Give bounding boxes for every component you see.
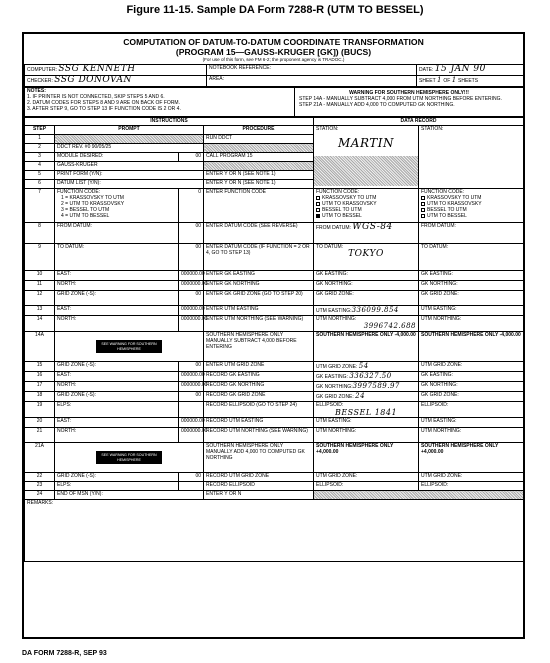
prompt-text: NORTH: — [55, 316, 179, 332]
record-label: GK EASTING: — [314, 271, 419, 281]
record-label: UTM EASTING: — [314, 418, 419, 428]
station-cell-2 — [419, 126, 524, 189]
station-value[interactable]: MARTIN — [337, 136, 395, 150]
procedure-text: ENTER Y OR N (SEE NOTE 1) — [204, 180, 314, 189]
step-num: 16 — [25, 372, 55, 382]
warning-cell — [295, 88, 524, 117]
computer-cell — [25, 65, 207, 76]
record-cell — [314, 372, 419, 382]
remarks-cell[interactable] — [25, 500, 524, 562]
record-label: ELLIPSOID: — [419, 482, 524, 491]
record-value[interactable]: WGS-84 — [352, 222, 393, 232]
table-row-step7 — [25, 189, 524, 223]
prompt-value: 00 — [179, 362, 204, 372]
procedure-text: ENTER DATUM CODE (SEE REVERSE) — [204, 223, 314, 244]
prompt-value: 000000.00 — [179, 418, 204, 428]
warning-title: WARNING FOR SOUTHERN HEMISPHERE ONLY!!! — [349, 90, 469, 96]
option-1: 1 = KRASSOVSKY TO UTM — [61, 195, 124, 201]
function-code-record-title: FUNCTION CODE: — [316, 189, 360, 195]
fc-option-label: UTM TO KRASSOVSKY — [322, 201, 377, 207]
record-value[interactable]: 3996742.688 — [363, 322, 416, 330]
main-table — [24, 117, 524, 562]
table-row — [25, 223, 524, 244]
record-label: GK EASTING: — [419, 372, 524, 382]
checkbox-checked[interactable] — [316, 214, 320, 218]
remarks-label: REMARKS: — [27, 500, 54, 506]
prompt-text: EAST: — [55, 418, 179, 428]
figure-caption: Figure 11-15. Sample DA Form 7288-R (UTM TO BESSEL) — [126, 4, 424, 16]
record-label: GK GRID ZONE: — [419, 392, 524, 402]
prompt-value: 000000.00 — [179, 306, 204, 316]
col-step-header: STEP — [25, 126, 55, 135]
prompt-value: 00 — [179, 223, 204, 244]
form-footer: DA FORM 7288-R, SEP 93 — [22, 650, 107, 657]
prompt-text: EAST: — [55, 372, 179, 382]
record-label: UTM NORTHING: — [316, 316, 357, 322]
step-num: 11 — [25, 281, 55, 291]
record-value[interactable]: TOKYO — [348, 249, 384, 259]
procedure-text: RECORD UTM NORTHING (SEE WARNING) — [204, 428, 314, 443]
procedure-text: ENTER FUNCTION CODE — [204, 189, 314, 223]
record-label: ELLIPSOID: — [314, 482, 419, 491]
warning-prompt-cell — [55, 332, 204, 362]
option-3: 3 = BESSEL TO UTM — [61, 207, 110, 213]
prompt-value: 00 — [179, 473, 204, 482]
procedure-text: ENTER GK NORTHING — [204, 281, 314, 291]
warning-21a: STEP 21A - MANUALLY ADD 4,000 TO COMPUTED GK NORTHING. — [299, 102, 455, 108]
instructions-header: INSTRUCTIONS — [25, 118, 314, 126]
step-num: 20 — [25, 418, 55, 428]
checkbox[interactable] — [316, 208, 320, 212]
record-label: UTM GRID ZONE: — [314, 473, 419, 482]
record-value[interactable]: 336327.50 — [349, 372, 392, 380]
fc-option-label: UTM TO KRASSOVSKY — [427, 201, 482, 207]
procedure-text: ENTER UTM NORTHING (SEE WARNING) — [204, 316, 314, 332]
table-row — [25, 473, 524, 482]
computer-label: COMPUTER: — [27, 67, 57, 73]
prompt-value: 000000.00 — [179, 271, 204, 281]
prompt-value: 0000000.00 — [179, 316, 204, 332]
record-label: GK GRID ZONE: — [419, 291, 524, 306]
prompt-value: 0000000.00 — [179, 428, 204, 443]
fc-option-row — [316, 213, 416, 219]
step-num: 2 — [25, 144, 55, 153]
date-value[interactable]: 15 JAN 90 — [434, 64, 486, 74]
procedure-text: CALL PROGRAM 15 — [204, 153, 314, 162]
procedure-text: RECORD ELLIPSOID (GO TO STEP 24) — [204, 402, 314, 418]
step-num: 12 — [25, 291, 55, 306]
procedure-text: ENTER UTM GRID ZONE — [204, 362, 314, 372]
record-label: GK GRID ZONE: — [314, 291, 419, 306]
checkbox[interactable] — [316, 196, 320, 200]
record-label: GK NORTHING: — [314, 281, 419, 291]
prompt-text: ELPS: — [55, 482, 179, 491]
step-num: 19 — [25, 402, 55, 418]
prompt-text: TO DATUM: — [55, 244, 179, 271]
prompt-text: DATUM LIST (Y/N): — [55, 180, 204, 189]
prompt-text: GRID ZONE (-S): — [55, 362, 179, 372]
table-row — [25, 316, 524, 332]
record-label: SOUTHERN HEMISPHERE ONLY +4,000.00 — [419, 443, 524, 473]
procedure-text: RECORD UTM GRID ZONE — [204, 473, 314, 482]
of-label: OF — [443, 78, 451, 84]
procedure-text: ENTER GK EASTING — [204, 271, 314, 281]
function-code-record-2 — [419, 189, 524, 223]
record-value[interactable]: 24 — [355, 392, 366, 400]
prompt-text: GRID ZONE (-S): — [55, 291, 179, 306]
fc-option-row — [421, 213, 521, 219]
header-info-table — [24, 64, 524, 87]
fc-option-label: KRASSOVSKY TO UTM — [322, 195, 377, 201]
step-num: 23 — [25, 482, 55, 491]
date-label: DATE: — [419, 67, 434, 73]
record-label: SOUTHERN HEMISPHERE ONLY -4,000.00 — [419, 332, 524, 362]
record-label: UTM GRID ZONE: — [316, 364, 358, 370]
record-label: ELLIPSOID: — [316, 402, 344, 408]
notes-table — [24, 87, 524, 117]
record-cell — [314, 402, 419, 418]
record-label: SOUTHERN HEMISPHERE ONLY -4,000.00 — [314, 332, 419, 362]
record-value[interactable]: 3997589.97 — [352, 382, 400, 390]
step-num: 14 — [25, 316, 55, 332]
notebook-cell — [207, 65, 417, 76]
prompt-shaded — [55, 135, 204, 144]
data-record-header: DATA RECORD — [314, 118, 524, 126]
station-cell-1 — [314, 126, 419, 189]
procedure-text: ENTER Y OR N (SEE NOTE 1) — [204, 171, 314, 180]
table-row-14a — [25, 332, 524, 362]
fc-option-label: UTM TO BESSEL — [427, 213, 467, 219]
step-num: 6 — [25, 180, 55, 189]
record-label: GK NORTHING: — [419, 281, 524, 291]
prompt-value: 0000000.00 — [179, 281, 204, 291]
option-4: 4 = UTM TO BESSEL — [61, 213, 110, 219]
step-num: 17 — [25, 382, 55, 392]
prompt-text: FROM DATUM: — [55, 223, 179, 244]
procedure-shaded — [204, 144, 314, 153]
record-cell — [314, 362, 419, 372]
checkbox[interactable] — [421, 202, 425, 206]
warning-14a: STEP 14A - MANUALLY SUBTRACT 4,000 FROM UTM NORTHING BEFORE ENTERING. — [299, 96, 502, 102]
table-row — [25, 271, 524, 281]
fc-option-label: KRASSOVSKY TO UTM — [427, 195, 482, 201]
record-shaded — [314, 491, 524, 500]
notes-label: NOTES: — [27, 88, 46, 94]
record-label: ELLIPSOID: — [419, 402, 524, 418]
checkbox[interactable] — [421, 196, 425, 200]
table-row — [25, 291, 524, 306]
procedure-text: RUN DDCT — [204, 135, 314, 144]
prompt-text: NORTH: — [55, 382, 179, 392]
record-label: GK NORTHING: — [419, 382, 524, 392]
station-shade — [314, 156, 418, 186]
record-label: TO DATUM: — [419, 244, 524, 271]
station-label-1: STATION: — [316, 126, 339, 132]
procedure-text: RECORD GK EASTING — [204, 372, 314, 382]
sheet-num[interactable]: 1 — [436, 76, 442, 84]
table-row — [25, 382, 524, 392]
area-label: AREA: — [209, 76, 225, 82]
record-label: UTM EASTING: — [419, 306, 524, 316]
prompt-value: 0 — [179, 189, 204, 223]
prompt-text: NORTH: — [55, 281, 179, 291]
procedure-text: ENTER DATUM CODE (IF FUNCTION = 2 OR 4, GO TO STEP 13) — [204, 244, 314, 271]
procedure-shaded — [204, 162, 314, 171]
table-row — [25, 281, 524, 291]
prompt-value: 00 — [179, 244, 204, 271]
record-label: UTM GRID ZONE: — [419, 473, 524, 482]
table-row — [25, 392, 524, 402]
col-procedure-header: PROCEDURE — [204, 126, 314, 135]
procedure-text: RECORD ELLIPSOID — [204, 482, 314, 491]
step-num: 5 — [25, 171, 55, 180]
function-code-title: FUNCTION CODE: — [57, 189, 101, 195]
option-2: 2 = UTM TO KRASSOVSKY — [61, 201, 125, 207]
prompt-text: EAST: — [55, 306, 179, 316]
date-cell — [417, 65, 524, 76]
prompt-value — [179, 402, 204, 418]
checker-value[interactable]: SSG DONOVAN — [54, 75, 132, 85]
record-value[interactable]: 54 — [358, 362, 369, 370]
record-cell — [314, 392, 419, 402]
procedure-text: RECORD GK GRID ZONE — [204, 392, 314, 402]
procedure-text: SOUTHERN HEMISPHERE ONLY MANUALLY SUBTRACT 4,000 BEFORE ENTERING — [204, 332, 314, 362]
checker-cell — [25, 76, 207, 87]
note-2: 2. DATUM CODES FOR STEPS 8 AND 9 ARE ON BACK OF FORM. — [27, 100, 180, 106]
table-row — [25, 482, 524, 491]
table-row — [25, 244, 524, 271]
sheet-total[interactable]: 1 — [451, 76, 457, 84]
form-title-line2: (PROGRAM 15—GAUSS-KRUGER [GK]) (BUCS) — [175, 47, 372, 57]
prompt-value: 000000.00 — [179, 372, 204, 382]
step-num: 15 — [25, 362, 55, 372]
record-label: FROM DATUM: — [419, 223, 524, 244]
step-num: 7 — [25, 189, 55, 223]
form-title-line1: COMPUTATION OF DATUM-TO-DATUM COORDINATE TRANSFORMATION — [123, 37, 424, 47]
checkbox[interactable] — [316, 202, 320, 206]
prompt-text: EAST: — [55, 271, 179, 281]
record-cell — [314, 306, 419, 316]
table-row — [25, 491, 524, 500]
step-num: 22 — [25, 473, 55, 482]
prompt-text: DDCT REV. #0 90/05/25 — [55, 144, 204, 153]
prompt-text: ELPS: — [55, 402, 179, 418]
step-num: 9 — [25, 244, 55, 271]
step-num: 24 — [25, 491, 55, 500]
prompt-text: GRID ZONE (-S): — [55, 392, 179, 402]
table-row — [25, 306, 524, 316]
checkbox[interactable] — [421, 214, 425, 218]
record-label: UTM NORTHING: — [419, 316, 524, 332]
procedure-text: SOUTHERN HEMISPHERE ONLY MANUALLY ADD 4,000 TO COMPUTED GK NORTHING — [204, 443, 314, 473]
record-label: FROM DATUM: — [316, 225, 351, 231]
record-label: UTM NORTHING: — [419, 428, 524, 443]
record-label: UTM GRID ZONE: — [419, 362, 524, 372]
record-cell — [314, 382, 419, 392]
table-row — [25, 372, 524, 382]
step-num: 1 — [25, 135, 55, 144]
col-prompt-header: PROMPT — [55, 126, 204, 135]
record-label: GK GRID ZONE: — [316, 394, 354, 400]
prompt-text: PRINT FORM (Y/N): — [55, 171, 204, 180]
record-label: GK EASTING: — [419, 271, 524, 281]
fc-option-label: BESSEL TO UTM — [427, 207, 467, 213]
da-form-7288r — [22, 32, 525, 639]
record-label: UTM EASTING: — [419, 418, 524, 428]
notes-cell — [25, 88, 295, 117]
record-cell — [314, 223, 419, 244]
station-label-2: STATION: — [421, 126, 444, 132]
warning-box: SEE WARNING FOR SOUTHERN HEMISPHERE — [96, 340, 162, 352]
record-cell — [314, 316, 419, 332]
prompt-text: GRID ZONE (-S): — [55, 473, 179, 482]
record-label: GK NORTHING: — [316, 384, 353, 390]
remarks-row — [25, 500, 524, 562]
prompt-text: MODULE DESIRED: — [55, 153, 179, 162]
checkbox[interactable] — [421, 208, 425, 212]
prompt-value: 0000000.00 — [179, 382, 204, 392]
record-label: TO DATUM: — [316, 244, 344, 250]
fc-option-label: UTM TO BESSEL — [322, 213, 362, 219]
step-num: 21A — [25, 443, 55, 473]
step-num: 10 — [25, 271, 55, 281]
prompt-value: 00 — [179, 392, 204, 402]
checker-label: CHECKER: — [27, 78, 53, 84]
procedure-text: RECORD UTM EASTING — [204, 418, 314, 428]
computer-value[interactable]: SSG KENNETH — [58, 64, 136, 74]
form-subtitle: (For use of this form, see FM 6-2; the proponent agency is TRADOC.) — [202, 57, 345, 62]
warning-box: SEE WARNING FOR SOUTHERN HEMISPHERE — [96, 451, 162, 463]
step-num: 21 — [25, 428, 55, 443]
sheet-label: SHEET — [419, 78, 436, 84]
prompt-text: END OF MSN (Y/N): — [55, 491, 204, 500]
record-label: UTM EASTING: — [316, 308, 352, 314]
procedure-text: RECORD GK NORTHING — [204, 382, 314, 392]
prompt-value: 00 — [179, 153, 204, 162]
table-row — [25, 402, 524, 418]
record-value[interactable]: BESSEL 1841 — [334, 408, 398, 417]
prompt-value — [179, 482, 204, 491]
procedure-text: ENTER UTM EASTING — [204, 306, 314, 316]
area-cell — [207, 76, 417, 87]
table-row — [25, 362, 524, 372]
record-label: UTM NORTHING: — [314, 428, 419, 443]
sheets-label: SHEETS — [458, 78, 479, 84]
fc-option-label: BESSEL TO UTM — [322, 207, 362, 213]
notebook-label: NOTEBOOK REFERENCE: — [209, 65, 271, 71]
warning-prompt-cell — [55, 443, 204, 473]
prompt-value: 00 — [179, 291, 204, 306]
note-3: 3. AFTER STEP 9, GO TO STEP 13 IF FUNCTION CODE IS 2 OR 4. — [27, 106, 181, 112]
step-num: 3 — [25, 153, 55, 162]
prompt-text: GAUSS-KRUGER — [55, 162, 204, 171]
step-num: 13 — [25, 306, 55, 316]
procedure-text: ENTER Y OR N — [204, 491, 314, 500]
record-label: GK EASTING: — [316, 374, 348, 380]
record-cell — [314, 244, 419, 271]
function-code-record-1 — [314, 189, 419, 223]
table-row — [25, 418, 524, 428]
prompt-text: NORTH: — [55, 428, 179, 443]
table-row — [25, 428, 524, 443]
step-num: 18 — [25, 392, 55, 402]
table-row-21a — [25, 443, 524, 473]
record-value[interactable]: 336099.854 — [351, 306, 399, 314]
function-code-record-title: FUNCTION CODE: — [421, 189, 465, 195]
step-num: 14A — [25, 332, 55, 362]
procedure-text: ENTER GK GRID ZONE (GO TO STEP 20) — [204, 291, 314, 306]
record-label: SOUTHERN HEMISPHERE ONLY +4,000.00 — [314, 443, 419, 473]
sheet-cell — [417, 76, 524, 87]
function-code-prompt — [55, 189, 179, 223]
step-num: 4 — [25, 162, 55, 171]
step-num: 8 — [25, 223, 55, 244]
note-1: 1. IF PRINTER IS NOT CONNECTED, SKIP STEPS 5 AND 6. — [27, 94, 165, 100]
